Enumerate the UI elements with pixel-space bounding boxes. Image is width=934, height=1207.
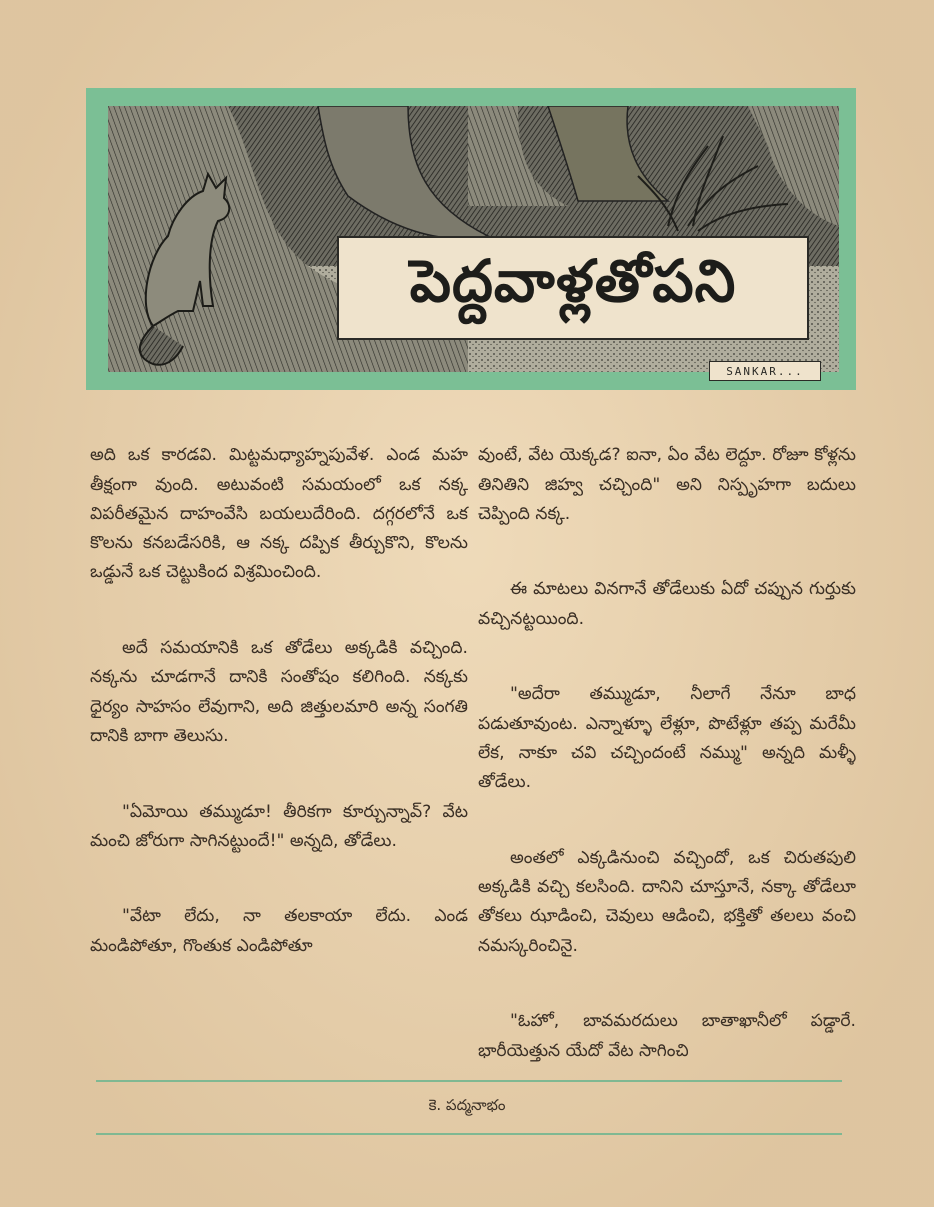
bottom-divider xyxy=(96,1133,842,1135)
title-banner xyxy=(86,88,856,390)
paragraph: "వేటా లేదు, నా తలకాయా లేదు. ఎండ మండిపోతూ, గొంతుక ఎండిపోతూ xyxy=(90,906,468,956)
paragraph: "ఓహో, బావమరదులు బాతాఖానీలో పడ్డారే. భారీయెత్తున యేదో వేట సాగించి xyxy=(478,1011,856,1061)
top-divider xyxy=(96,1080,842,1082)
paragraph: ఈ మాటలు వినగానే తోడేలుకు ఏదో చప్పున గుర్తుకు వచ్చినట్టయింది. xyxy=(478,579,856,629)
author-name: కె. పద్మనాభం xyxy=(428,1096,506,1114)
paragraph: అదే సమయానికి ఒక తోడేలు అక్కడికి వచ్చింది. నక్కను చూడగానే దానికి సంతోషం కలిగింది. నక్కకు ధైర్యం సాహసం లేవుగాని, అది జిత్తులమారి అన్న సంగతి దానికి బాగా తెలుసు. xyxy=(90,638,468,746)
illustrator-signature: SANKAR... xyxy=(709,361,821,381)
paragraph: "ఏమోయి తమ్ముడూ! తీరికగా కూర్చున్నావ్? వేట మంచి జోరుగా సాగినట్టుందే!" అన్నది, తోడేలు. xyxy=(90,801,468,851)
paragraph: అది ఒక కారడవి. మిట్టమధ్యాహ్నపువేళ. ఎండ మహ తీక్షంగా వుంది. అటువంటి సమయంలో ఒక నక్క విపరీతమైన దాహంవేసి బయలుదేరింది. దగ్గరలోనే ఒక కొలను కనబడేసరికి, ఆ నక్క దప్పిక తీర్చుకొని, కొలను ఒడ్డునే ఒక చెట్టుకింద విశ్రమించింది. xyxy=(90,445,468,583)
left-column xyxy=(90,412,468,1007)
right-column xyxy=(478,412,856,1112)
paragraph: "అదేరా తమ్ముడూ, నీలాగే నేనూ బాధ పడుతూవుంట. ఎన్నాళ్ళూ లేళ్లూ, పొటేళ్లూ తప్ప మరేమీ లేక, నాకూ చవి చచ్చిందంటే నమ్ము" అన్నది మళ్ళీ తోడేలు. xyxy=(478,684,856,793)
title-panel xyxy=(337,236,809,340)
story-title: పెద్దవాళ్లతోపని xyxy=(409,246,737,315)
paragraph: వుంటే, వేట యెక్కడ? ఐనా, ఏం వేట లెద్దూ. రోజూ కోళ్లను తినితిని జిహ్వ చచ్చింది" అని నిస్పృహగా బదులు చెప్పింది నక్క. xyxy=(478,445,856,524)
paragraph: అంతలో ఎక్కడినుంచి వచ్చిందో, ఒక చిరుతపులి అక్కడికి వచ్చి కలసింది. దానిని చూస్తూనే, నక్కా తోడేలూ తోకలు ఝాడించి, చెవులు ఆడించి, భక్తితో తలలు వంచి నమస్కరించినై. xyxy=(478,847,856,956)
